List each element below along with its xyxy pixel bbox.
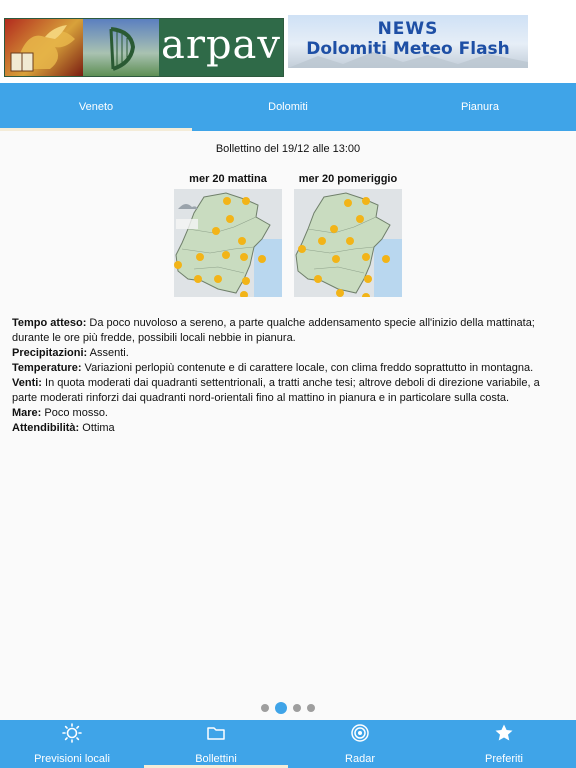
nav-previsioni-locali[interactable]	[0, 720, 144, 768]
forecast-value: Poco mosso.	[44, 407, 108, 419]
page-dot[interactable]	[261, 704, 269, 712]
map-title: mer 20 mattina	[189, 173, 267, 185]
forecast-value: Da poco nuvoloso a sereno, a parte qualche addensamento specie all'inizio della mattinata; durante le ore più fredde, possibili locali nebbie in pianura.	[12, 317, 535, 344]
star-icon	[494, 723, 514, 743]
tab-dolomiti[interactable]	[192, 83, 384, 131]
nav-label: Bollettini	[195, 753, 237, 765]
tab-veneto[interactable]	[0, 83, 192, 131]
news-banner-subtitle: Dolomiti Meteo Flash	[306, 39, 510, 59]
forecast-map-afternoon[interactable]	[294, 173, 402, 297]
folder-icon	[206, 723, 226, 743]
weather-map-image	[174, 189, 282, 297]
mountains-icon	[288, 50, 528, 68]
nav-radar[interactable]	[288, 720, 432, 768]
nav-label: Preferiti	[485, 753, 523, 765]
tab-pianura[interactable]	[384, 83, 576, 131]
forecast-line-venti	[12, 376, 564, 406]
forecast-value: Variazioni perlopiù contenute e di carattere locale, con clima freddo soprattutto in montagna.	[84, 362, 534, 374]
arpav-logo-text: arpav	[159, 19, 283, 76]
forecast-line-attendibilita	[12, 421, 564, 436]
region-tab-bar	[0, 83, 576, 131]
page-dot-active[interactable]	[275, 702, 287, 714]
sun-markers-afternoon	[294, 189, 402, 297]
forecast-label: Precipitazioni:	[12, 347, 88, 359]
forecast-line-mare	[12, 406, 564, 421]
harp-emblem-icon	[83, 19, 159, 76]
tab-label: Pianura	[461, 100, 499, 113]
forecast-value: In quota moderati dai quadranti settentrionali, a tratti anche tesi; altrove deboli di direzione variabile, a parte moderati rinforzi dai quadranti nord-orientali fino al mattino in pianura e in particolare sulla costa.	[12, 377, 540, 404]
forecast-map-morning[interactable]	[174, 173, 282, 297]
forecast-label: Tempo atteso:	[12, 317, 87, 329]
nav-bollettini[interactable]	[144, 720, 288, 768]
winged-lion-emblem-icon	[5, 19, 83, 76]
news-banner-title: NEWS	[377, 19, 439, 39]
nav-label: Radar	[345, 753, 375, 765]
forecast-value: Assenti.	[89, 347, 129, 359]
page-dot[interactable]	[293, 704, 301, 712]
dolomiti-meteo-flash-banner[interactable]	[288, 15, 528, 68]
forecast-line-temperature	[12, 361, 564, 376]
forecast-label: Mare:	[12, 407, 42, 419]
forecast-label: Venti:	[12, 377, 42, 389]
bottom-navigation	[0, 720, 576, 768]
nav-label: Previsioni locali	[34, 753, 110, 765]
forecast-line-tempo	[12, 316, 564, 346]
bulletin-date: Bollettino del 19/12 alle 13:00	[215, 143, 361, 155]
map-title: mer 20 pomeriggio	[298, 173, 398, 185]
nav-preferiti[interactable]	[432, 720, 576, 768]
app-header	[0, 0, 576, 83]
forecast-label: Attendibilità:	[12, 422, 80, 434]
forecast-text	[12, 316, 564, 436]
forecast-line-precipitazioni	[12, 346, 564, 361]
sun-icon	[62, 723, 82, 743]
tab-label: Dolomiti	[268, 100, 308, 113]
arpav-logo-banner[interactable]	[4, 18, 284, 77]
page-indicator	[0, 702, 576, 714]
tab-label: Veneto	[78, 100, 114, 113]
sun-markers-morning	[174, 189, 282, 297]
radar-icon	[350, 723, 370, 743]
forecast-label: Temperature:	[12, 362, 82, 374]
weather-map-image	[294, 189, 402, 297]
page-dot[interactable]	[307, 704, 315, 712]
forecast-value: Ottima	[82, 422, 115, 434]
